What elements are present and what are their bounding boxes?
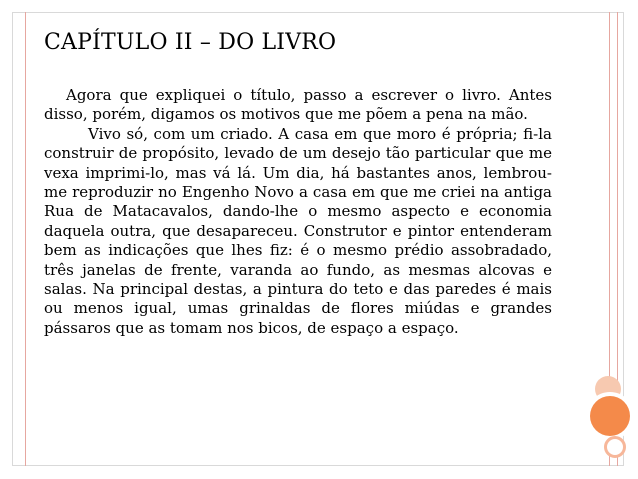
paragraph-1: Agora que expliquei o título, passo a escrever o livro. Antes disso, porém, digamos os motivos que me põem a pena na mão. <box>44 86 552 124</box>
decorative-circle-ring <box>604 436 626 458</box>
slide-body <box>44 86 552 338</box>
slide-title: CAPÍTULO II – DO LIVRO <box>44 30 337 55</box>
paragraph-2: Vivo só, com um criado. A casa em que moro é própria; fi-la construir de propósito, levado de um desejo tão particular que me vexa imprimi-lo, mas vá lá. Um dia, há bastantes anos, lembrou-me reproduzir no Engenho Novo a casa em que me criei na antiga Rua de Matacavalos, dando-lhe o mesmo aspecto e economia daquela outra, que desapareceu. Construtor e pintor entenderam bem as indicações que lhes fiz: é o mesmo prédio assobradado, três janelas de frente, varanda ao fundo, as mesmas alcovas e salas. Na principal destas, a pintura do teto e das paredes é mais ou menos igual, umas grinaldas de flores miúdas e grandes pássaros que as tomam nos bicos, de espaço a espaço. <box>44 124 552 337</box>
decorative-circle-large <box>590 396 630 436</box>
left-accent-line <box>25 12 26 466</box>
